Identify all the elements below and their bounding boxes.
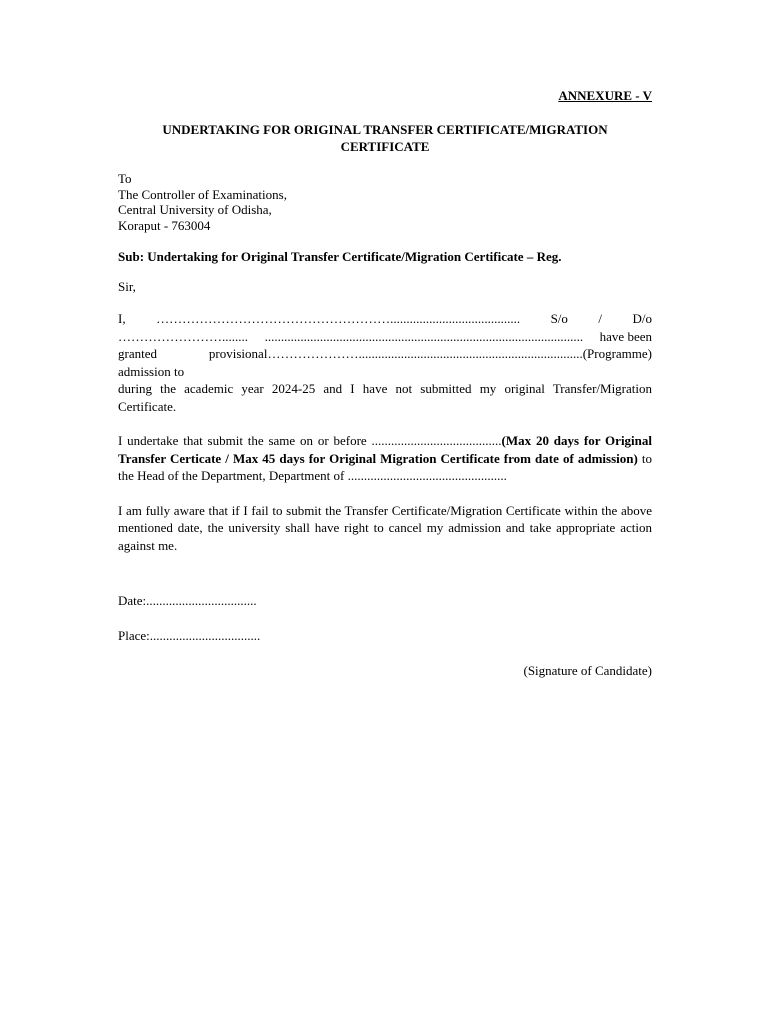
- programme-label: (Programme): [582, 346, 652, 361]
- subject-line: Sub: Undertaking for Original Transfer Certificate/Migration Certificate – Reg.: [118, 249, 562, 264]
- slash-label: /: [598, 311, 603, 326]
- annexure-heading: ANNEXURE - V: [558, 88, 652, 103]
- salutation: Sir,: [118, 279, 136, 294]
- do-label: D/o: [632, 311, 652, 326]
- pronoun-i: I,: [118, 311, 126, 326]
- title-line-2: CERTIFICATE: [340, 139, 430, 154]
- document-content: [118, 87, 652, 679]
- address-line-3: Koraput - 763004: [118, 217, 211, 233]
- undertake-lead: I undertake that submit the same on or before: [118, 433, 367, 448]
- declaration-paragraph: [118, 310, 652, 415]
- parent-row: [118, 328, 652, 346]
- address-line-2: Central University of Odisha,: [118, 202, 272, 217]
- programme-blank: ………………….....................................................................: [267, 346, 583, 361]
- name-row: [118, 310, 652, 328]
- title-line-1: UNDERTAKING FOR ORIGINAL TRANSFER CERTIFICATE/MIGRATION: [162, 122, 608, 137]
- programme-row: [118, 345, 652, 380]
- place-blank: ..................................: [149, 628, 261, 643]
- department-blank: .................................................: [347, 468, 507, 483]
- recipient-address: [118, 171, 652, 233]
- deadline-note: (Max 20 days for Original Transfer Certicate / Max 45 days for Original Migration Certificate from date of admission): [118, 433, 653, 466]
- address-line-1: The Controller of Examinations,: [118, 186, 287, 202]
- submission-date-blank: ........................................: [371, 433, 502, 448]
- document-title: [118, 121, 652, 155]
- so-label: S/o: [550, 311, 568, 326]
- date-label: Date:: [118, 593, 147, 608]
- date-field: [118, 592, 652, 609]
- department-text: to the Head of the Department, Department of: [118, 450, 653, 483]
- academic-year-text: during the academic year 2024-25 and I have not submitted my original Transfer/Migration Certificate.: [118, 381, 652, 414]
- admission-text: granted provisional admission to: [118, 346, 268, 379]
- parent-blank-a: ……………………........: [118, 328, 248, 344]
- undertaking-paragraph: [118, 432, 652, 485]
- place-field: [118, 627, 652, 644]
- signature-line: (Signature of Candidate): [523, 663, 652, 678]
- address-to: To: [118, 171, 132, 186]
- parent-blank-b: ..................................................................................................: [264, 328, 584, 344]
- have-been-text: have been: [599, 328, 652, 344]
- awareness-paragraph: I am fully aware that if I fail to submit the Transfer Certificate/Migration Certificate within the above mentioned date, the university shall have right to cancel my admission and take appropriate action against me.: [118, 502, 652, 553]
- place-label: Place:: [118, 628, 150, 643]
- name-blank: ………………………………………………........................................: [156, 311, 521, 326]
- date-blank: ..................................: [146, 593, 257, 608]
